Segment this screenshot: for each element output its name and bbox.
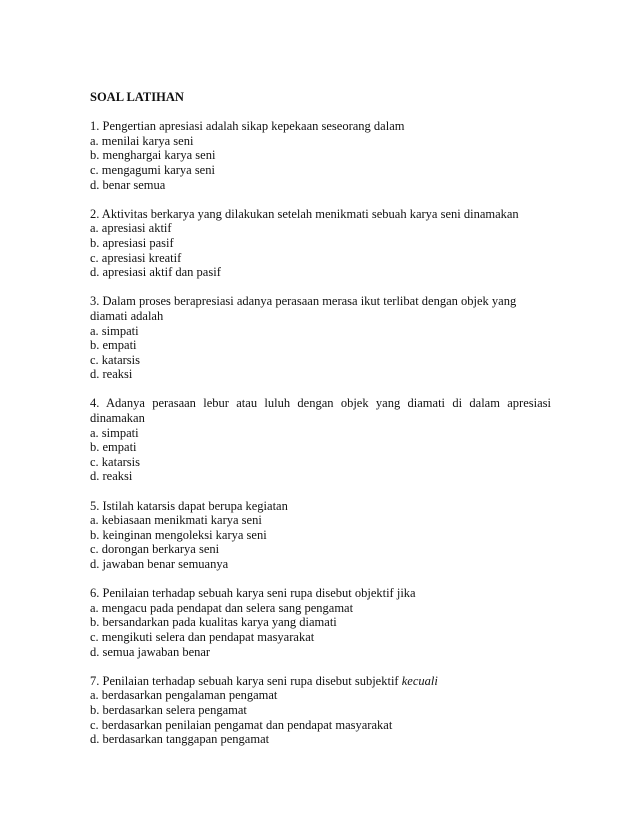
question-4 (90, 396, 551, 484)
question-text-main: 7. Penilaian terhadap sebuah karya seni rupa disebut subjektif (90, 673, 402, 688)
worksheet-page (90, 90, 551, 761)
question-3 (90, 294, 551, 382)
option-b: b. empati (90, 338, 137, 353)
question-text: 3. Dalam proses berapresiasi adanya perasaan merasa ikut terlibat dengan objek yang diamati adalah (90, 294, 517, 323)
option-d: d. reaksi (90, 469, 133, 484)
option-a: a. berdasarkan pengalaman pengamat (90, 688, 278, 703)
question-1 (90, 119, 551, 192)
option-c: c. dorongan berkarya seni (90, 542, 220, 557)
option-a: a. simpati (90, 323, 139, 338)
option-c: c. apresiasi kreatif (90, 250, 182, 265)
option-b: b. berdasarkan selera pengamat (90, 702, 247, 717)
option-a: a. apresiasi aktif (90, 221, 172, 236)
question-5 (90, 499, 551, 572)
question-text-emphasis: kecuali (401, 673, 438, 688)
option-a: a. mengacu pada pendapat dan selera sang pengamat (90, 600, 354, 615)
question-text: 1. Pengertian apresiasi adalah sikap kepekaan seseorang dalam (90, 119, 405, 134)
option-b: b. menghargai karya seni (90, 148, 216, 163)
option-d: d. berdasarkan tanggapan pengamat (90, 732, 270, 747)
option-c: c. mengikuti selera dan pendapat masyarakat (90, 629, 315, 644)
question-7 (90, 674, 551, 747)
option-d: d. semua jawaban benar (90, 644, 211, 659)
option-c: c. mengagumi karya seni (90, 162, 215, 177)
option-c: c. berdasarkan penilaian pengamat dan pendapat masyarakat (90, 717, 393, 732)
question-text: 6. Penilaian terhadap sebuah karya seni rupa disebut objektif jika (90, 586, 416, 601)
question-6 (90, 586, 551, 659)
question-text (90, 674, 551, 689)
option-c: c. katarsis (90, 352, 140, 367)
option-c: c. katarsis (90, 454, 140, 469)
option-d: d. benar semua (90, 177, 166, 192)
question-2 (90, 207, 551, 280)
option-b: b. apresiasi pasif (90, 235, 174, 250)
option-a: a. simpati (90, 425, 139, 440)
question-text: 4. Adanya perasaan lebur atau luluh dengan objek yang diamati di dalam apresiasi dinamakan (90, 396, 551, 426)
option-b: b. empati (90, 440, 137, 455)
page-title: SOAL LATIHAN (90, 90, 184, 104)
option-a: a. kebiasaan menikmati karya seni (90, 513, 262, 528)
option-b: b. bersandarkan pada kualitas karya yang diamati (90, 615, 337, 630)
option-a: a. menilai karya seni (90, 133, 194, 148)
option-b: b. keinginan mengoleksi karya seni (90, 527, 267, 542)
option-d: d. reaksi (90, 367, 133, 382)
question-text: 2. Aktivitas berkarya yang dilakukan setelah menikmati sebuah karya seni dinamakan (90, 206, 519, 221)
question-text: 5. Istilah katarsis dapat berupa kegiatan (90, 498, 288, 513)
option-d: d. jawaban benar semuanya (90, 557, 229, 571)
option-d: d. apresiasi aktif dan pasif (90, 265, 221, 280)
